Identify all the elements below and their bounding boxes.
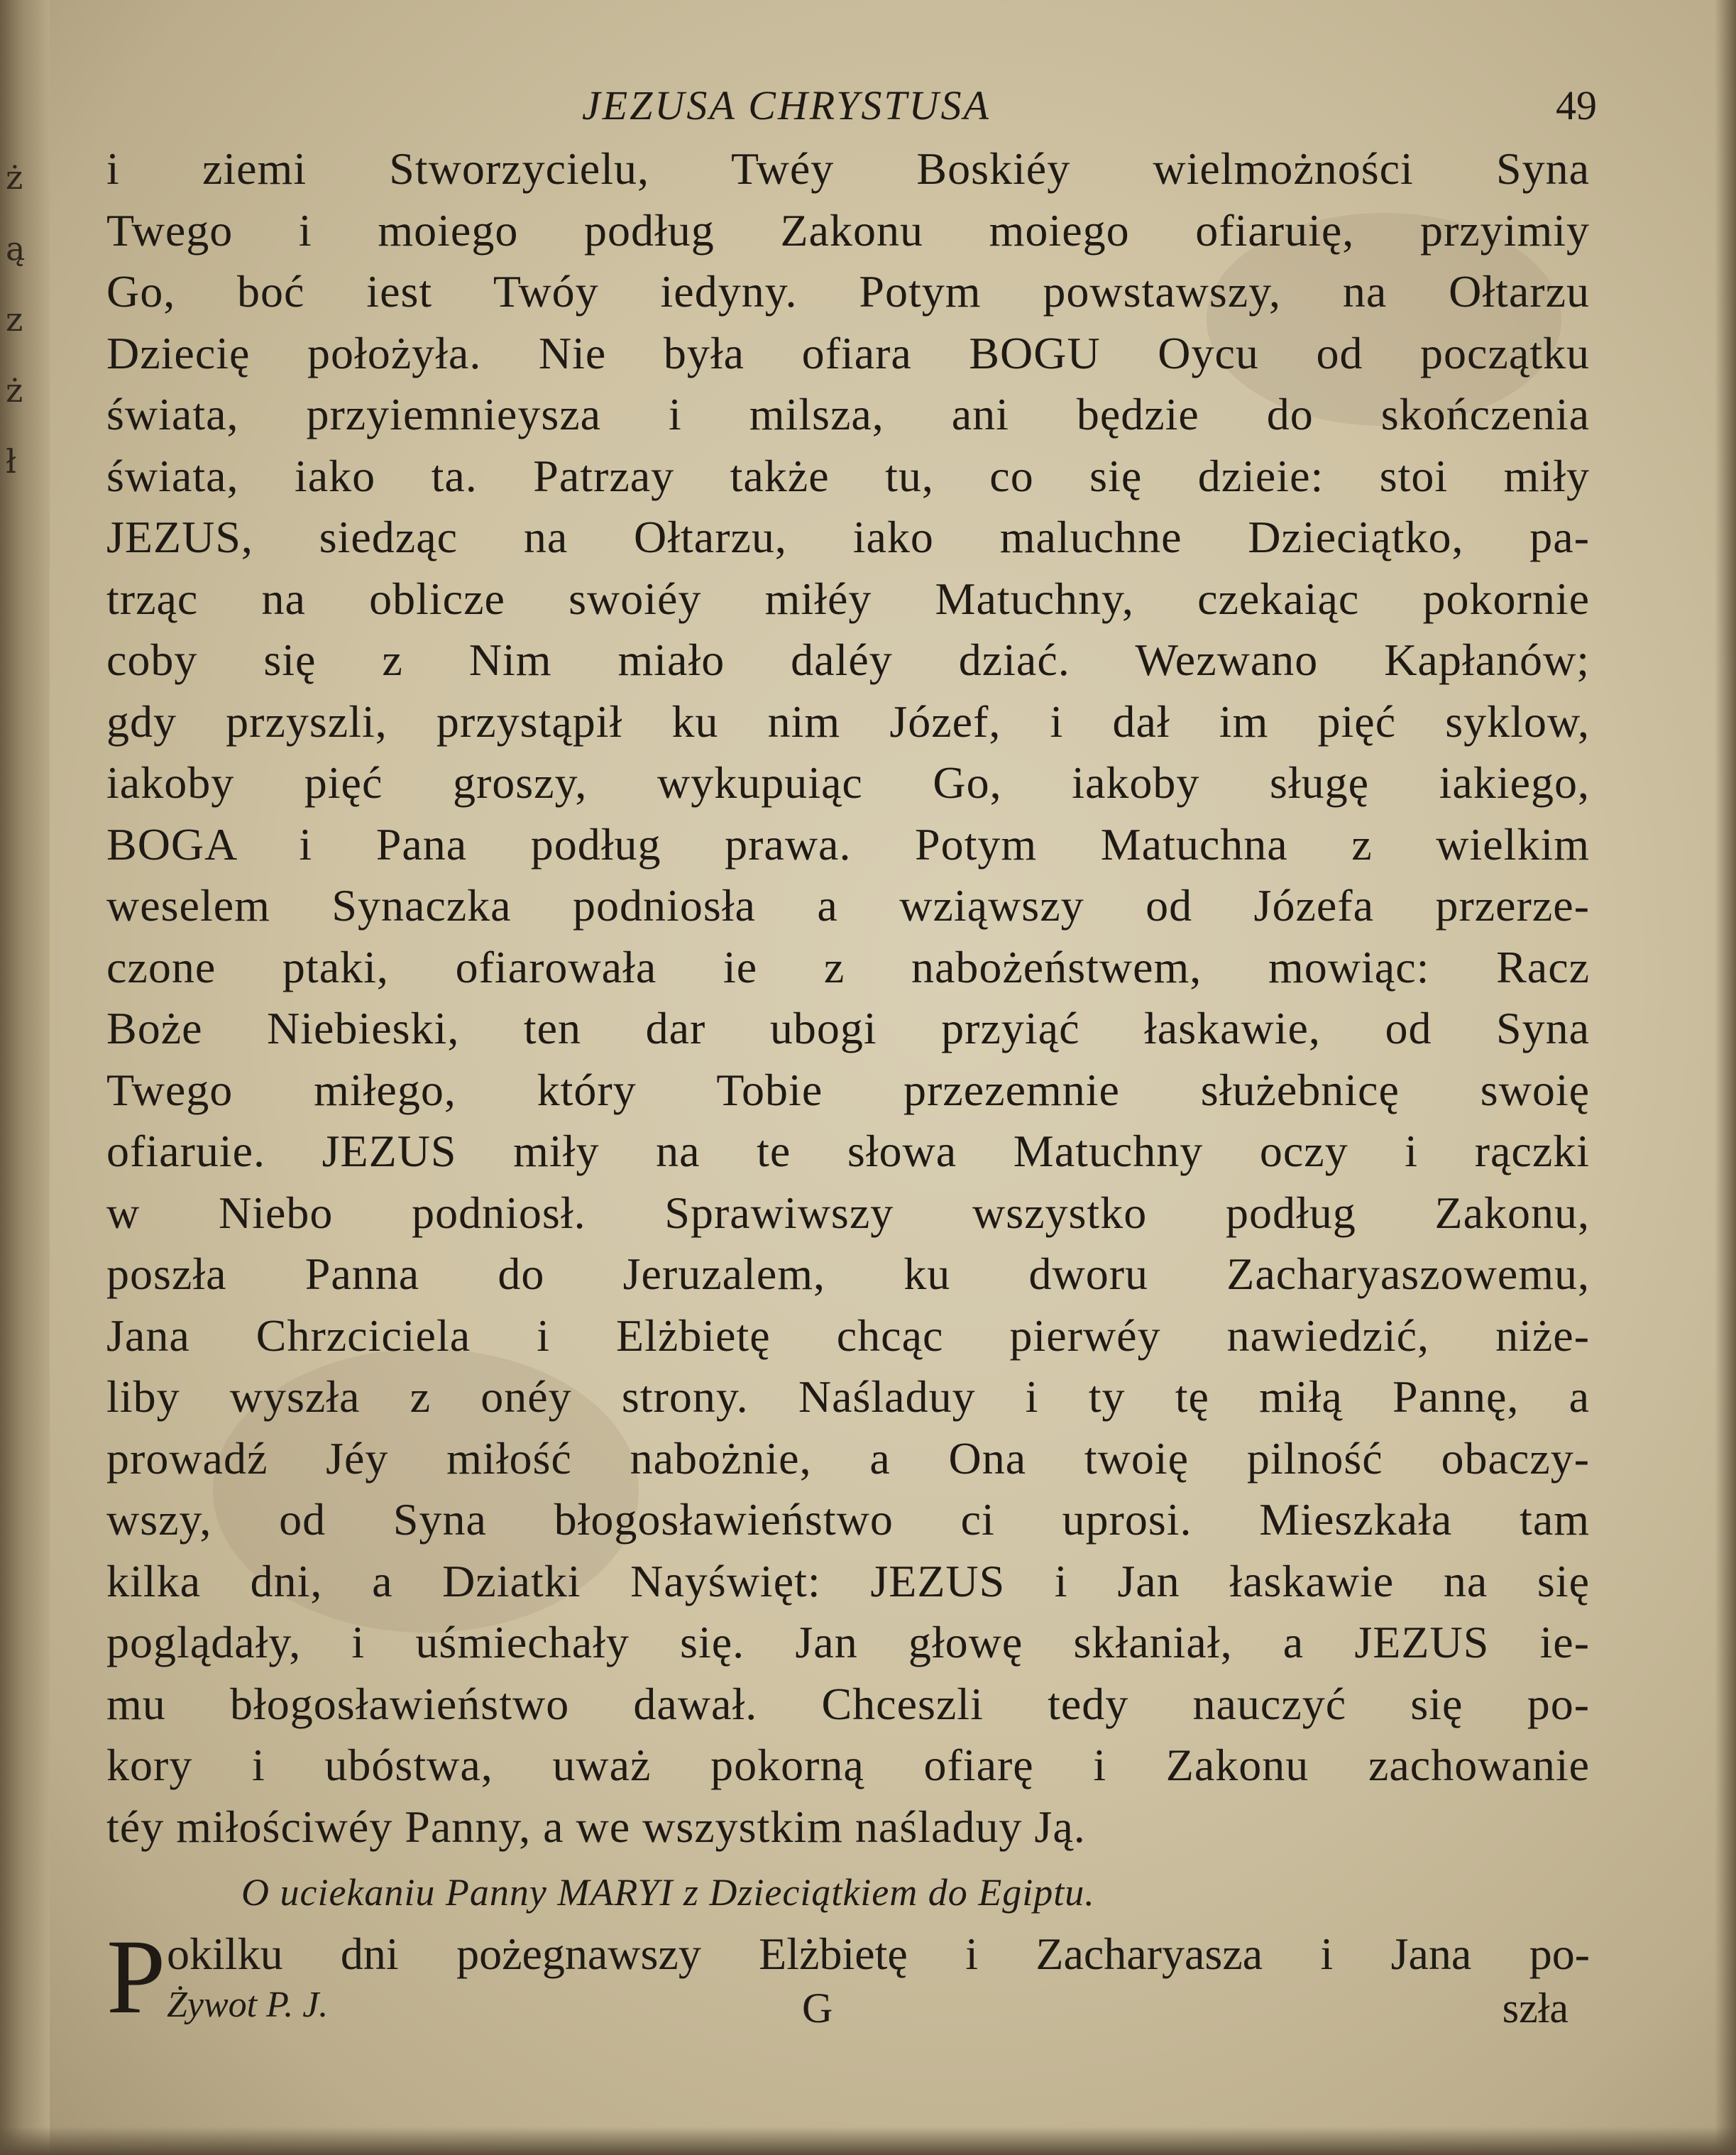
gutter-letter: ż xyxy=(6,371,23,410)
text-line: prowadź Jéy miłość nabożnie, a Ona twoię pilność obaczy- xyxy=(106,1432,1590,1484)
text-line: świata, przyiemnieysza i milsza, ani będzie do skończenia xyxy=(106,389,1590,439)
text-line: liby wyszła z onéy strony. Naśladuy i ty tę miłą Pannę, a xyxy=(106,1371,1590,1422)
gutter-letter: ł xyxy=(6,442,16,481)
text-line: weselem Synaczka podniosła a wziąwszy od Józefa przerze- xyxy=(106,880,1590,931)
text-line: coby się z Nim miało daléy dziać. Wezwano Kapłanów; xyxy=(106,635,1590,685)
catchword: szła xyxy=(1502,1985,1569,2031)
binding-gutter xyxy=(0,0,50,2155)
drop-cap: P xyxy=(106,1918,166,2036)
section-first-line: okilku dni pożegnawszy Elżbietę i Zacharyasza i Jana po- xyxy=(167,1929,1590,1979)
text-line: Twego miłego, który Tobie przezemnie służebnicę swoię xyxy=(106,1064,1590,1115)
gutter-letter: z xyxy=(6,300,23,339)
text-line: wszy, od Syna błogosławieństwo ci uprosi. Mieszkała tam xyxy=(106,1494,1590,1545)
text-line: poszła Panna do Jeruzalem, ku dworu Zacharyaszowemu, xyxy=(106,1249,1590,1299)
text-line: ofiaruie. JEZUS miły na te słowa Matuchny oczy i rączki xyxy=(106,1126,1590,1176)
text-line: JEZUS, siedząc na Ołtarzu, iako maluchne Dzieciątko, pa- xyxy=(106,512,1590,562)
signature-mark: Żywot P. J. xyxy=(167,1985,329,2025)
text-line: poglądały, i uśmiechały się. Jan głowę skłaniał, a JEZUS ie- xyxy=(106,1617,1590,1667)
page-footer xyxy=(106,1984,1590,2041)
body-text xyxy=(106,138,1590,1858)
text-line: téy miłościwéy Panny, a we wszystkim naśladuy Ją. xyxy=(106,1801,1086,1852)
text-line: Go, boć iest Twóy iedyny. Potym powstawszy, na Ołtarzu xyxy=(106,266,1590,317)
text-line: BOGA i Pana podług prawa. Potym Matuchna z wielkim xyxy=(106,818,1590,870)
text-line: i ziemi Stworzycielu, Twéy Boskiéy wielmożności Syna xyxy=(106,143,1590,194)
text-line: w Niebo podniosł. Sprawiwszy wszystko podług Zakonu, xyxy=(106,1187,1590,1238)
gathering-mark: G xyxy=(802,1985,833,2031)
text-line: czone ptaki, ofiarowała ie z nabożeństwem, mowiąc: Racz xyxy=(106,941,1590,992)
section-heading: O uciekaniu Panny MARYI z Dzieciątkiem do Egiptu. xyxy=(241,1871,1095,1914)
text-line: trząc na oblicze swoiéy miłéy Matuchny, czekaiąc pokornie xyxy=(106,573,1590,624)
text-line: iakoby pięć groszy, wykupuiąc Go, iakoby sługę iakiego, xyxy=(106,757,1590,808)
text-line: Twego i moiego podług Zakonu moiego ofiaruię, przyimiy xyxy=(106,204,1590,256)
text-line: kilka dni, a Dziatki Nayświęt: JEZUS i Jan łaskawie na się xyxy=(106,1555,1590,1606)
text-line: mu błogosławieństwo dawał. Chceszli tedy nauczyć się po- xyxy=(106,1678,1590,1729)
previous-page-edge-letters xyxy=(6,142,41,497)
running-head xyxy=(106,82,1597,131)
text-line: Boże Niebieski, ten dar ubogi przyiąć łaskawie, od Syna xyxy=(106,1003,1590,1053)
page-bottom-edge xyxy=(0,2127,1736,2155)
text-line: kory i ubóstwa, uważ pokorną ofiarę i Zakonu zachowanie xyxy=(106,1740,1590,1790)
text-line: świata, iako ta. Patrzay także tu, co się dzieie: stoi miły xyxy=(106,450,1590,501)
running-head-title: JEZUSA CHRYSTUSA xyxy=(582,82,991,128)
gutter-letter: ą xyxy=(6,229,26,268)
text-line: Dziecię położyła. Nie była ofiara BOGU Oycu od początku xyxy=(106,327,1590,378)
text-line: gdy przyszli, przystąpił ku nim Józef, i dał im pięć syklow, xyxy=(106,696,1590,747)
page-right-edge xyxy=(1715,0,1736,2155)
text-line: Jana Chrzciciela i Elżbietę chcąc pierwéy nawiedzić, niże- xyxy=(106,1310,1590,1361)
gutter-letter: ż xyxy=(6,158,23,197)
page-number: 49 xyxy=(1556,82,1597,128)
